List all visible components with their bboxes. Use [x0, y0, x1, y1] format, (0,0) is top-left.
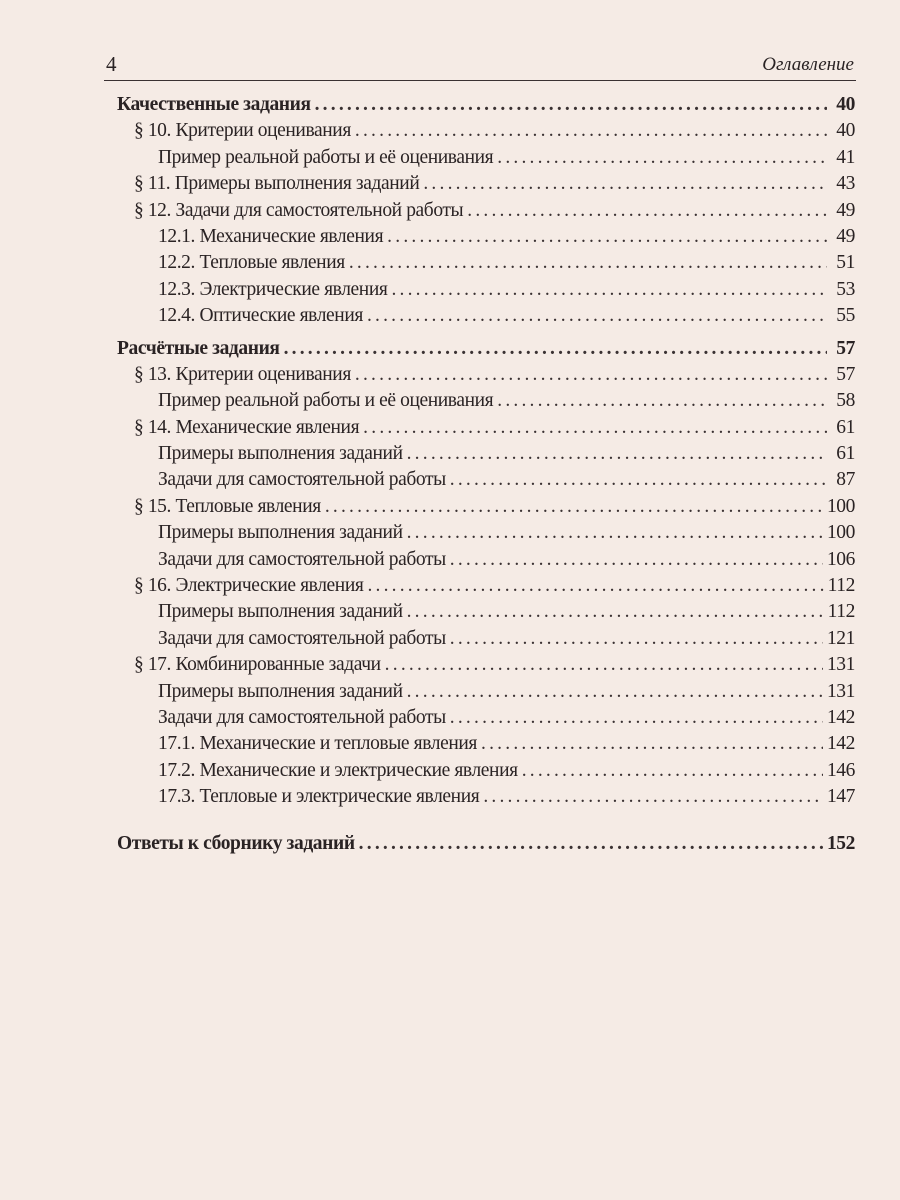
toc-entry-title: Задачи для самостоятельной работы: [158, 548, 446, 570]
toc-entry: [117, 705, 855, 731]
toc-entry: [117, 362, 855, 388]
toc-entry-title: Пример реальной работы и её оценивания: [158, 390, 494, 412]
toc-entry-title: § 10. Критерии оценивания: [134, 120, 351, 142]
toc-entry-title: § 14. Механические явления: [134, 416, 360, 438]
toc-entry: [117, 731, 855, 757]
toc-entry-title: 12.4. Оптические явления: [158, 305, 363, 327]
toc-entry: [117, 145, 855, 171]
toc-entry-page: 57: [836, 363, 855, 385]
dot-leader: [467, 198, 827, 224]
dot-leader: [407, 441, 827, 467]
dot-leader: [284, 336, 827, 362]
toc-entry-page: 57: [836, 337, 855, 359]
dot-leader: [391, 277, 827, 303]
toc-entry-page: 142: [826, 733, 855, 755]
dot-leader: [367, 573, 823, 599]
toc-entry-page: 49: [836, 225, 855, 247]
toc-entry-title: § 13. Критерии оценивания: [134, 363, 351, 385]
toc-entry-page: 49: [836, 199, 855, 221]
toc-entry-page: 40: [836, 94, 855, 115]
dot-leader: [450, 705, 823, 731]
toc-entry-title: 17.1. Механические и тепловые явления: [158, 733, 478, 755]
dot-leader: [367, 303, 827, 329]
toc-entry-page: 55: [836, 305, 855, 327]
toc-entry: [117, 599, 855, 625]
toc-entry-title: § 12. Задачи для самостоятельной работы: [134, 199, 464, 221]
dot-leader: [363, 415, 827, 441]
toc-entry-title: Пример реальной работы и её оценивания: [158, 146, 494, 168]
dot-leader: [497, 388, 827, 414]
toc-entry-page: 106: [826, 548, 855, 570]
toc-entry-page: 152: [826, 832, 855, 854]
toc-entry-title: Расчётные задания: [117, 337, 280, 359]
toc-entry-title: Примеры выполнения заданий: [158, 522, 403, 544]
toc-entry: [117, 224, 855, 250]
toc-entry-title: § 11. Примеры выполнения заданий: [134, 173, 420, 195]
toc-entry-title: 12.3. Электрические явления: [158, 278, 388, 300]
toc-entry: [117, 573, 855, 599]
toc-entry-page: 112: [827, 601, 855, 623]
dot-leader: [387, 224, 827, 250]
toc-entry-page: 146: [826, 759, 855, 781]
toc-entry-title: Задачи для самостоятельной работы: [158, 469, 446, 491]
toc-entry: [117, 303, 855, 329]
toc-entry-title: 17.2. Механические и электрические явления: [158, 759, 518, 781]
toc-entry: [117, 784, 855, 810]
dot-leader: [385, 652, 823, 678]
toc-entry: [117, 831, 855, 857]
toc-entry: [117, 250, 855, 276]
toc-entry-page: 43: [836, 173, 855, 195]
toc-entry-page: 100: [826, 522, 855, 544]
dot-leader: [355, 362, 827, 388]
toc-entry-page: 61: [836, 416, 855, 438]
toc-entry: [117, 652, 855, 678]
toc-entry-title: 17.3. Тепловые и электрические явления: [158, 786, 480, 808]
toc-entry: [117, 547, 855, 573]
toc-entry: [117, 277, 855, 303]
toc-entry-title: 12.2. Тепловые явления: [158, 252, 345, 274]
toc-entry-page: 61: [836, 443, 855, 465]
dot-leader: [325, 494, 823, 520]
toc-entry: [117, 92, 855, 118]
dot-leader: [355, 118, 827, 144]
toc-entry-page: 58: [836, 390, 855, 412]
toc-entry-title: § 15. Тепловые явления: [134, 495, 321, 517]
toc-entry-page: 121: [826, 627, 855, 649]
toc-entry: [117, 494, 855, 520]
toc-entry-title: § 16. Электрические явления: [134, 575, 364, 597]
dot-leader: [450, 547, 823, 573]
toc-entry-title: Качественные задания: [117, 94, 311, 115]
table-of-contents: [117, 92, 855, 857]
dot-leader: [349, 250, 827, 276]
toc-entry-title: Примеры выполнения заданий: [158, 601, 403, 623]
dot-leader: [407, 599, 824, 625]
toc-entry: [117, 336, 855, 362]
toc-entry-title: Примеры выполнения заданий: [158, 443, 403, 465]
dot-leader: [450, 467, 827, 493]
dot-leader: [407, 679, 823, 705]
page-number: 4: [106, 52, 117, 76]
dot-leader: [522, 758, 823, 784]
dot-leader: [407, 520, 823, 546]
running-head: Оглавление: [762, 54, 854, 75]
toc-entry: [117, 758, 855, 784]
toc-entry-page: 40: [836, 120, 855, 142]
dot-leader: [359, 831, 823, 857]
toc-entry: [117, 441, 855, 467]
dot-leader: [483, 784, 823, 810]
dot-leader: [315, 92, 827, 118]
toc-entry-title: Ответы к сборнику заданий: [117, 832, 355, 854]
toc-entry: [117, 118, 855, 144]
toc-entry-page: 53: [836, 278, 855, 300]
toc-entry: [117, 467, 855, 493]
toc-entry: [117, 388, 855, 414]
toc-entry-page: 131: [826, 654, 855, 676]
toc-entry-page: 41: [836, 146, 855, 168]
toc-entry-page: 100: [826, 495, 855, 517]
toc-entry-title: § 17. Комбинированные задачи: [134, 654, 381, 676]
dot-leader: [481, 731, 823, 757]
toc-entry-title: 12.1. Механические явления: [158, 225, 384, 247]
toc-entry-page: 131: [826, 680, 855, 702]
toc-entry-page: 51: [836, 252, 855, 274]
dot-leader: [497, 145, 827, 171]
toc-entry: [117, 198, 855, 224]
toc-entry-title: Примеры выполнения заданий: [158, 680, 403, 702]
toc-entry: [117, 626, 855, 652]
toc-entry-title: Задачи для самостоятельной работы: [158, 706, 446, 728]
toc-entry: [117, 171, 855, 197]
toc-entry-title: Задачи для самостоятельной работы: [158, 627, 446, 649]
toc-entry: [117, 520, 855, 546]
header-rule: [104, 80, 856, 81]
dot-leader: [423, 171, 827, 197]
toc-entry-page: 147: [826, 786, 855, 808]
toc-entry: [117, 415, 855, 441]
toc-entry-page: 142: [826, 706, 855, 728]
toc-entry-page: 87: [836, 469, 855, 491]
toc-entry-page: 112: [827, 575, 855, 597]
dot-leader: [450, 626, 823, 652]
toc-entry: [117, 679, 855, 705]
